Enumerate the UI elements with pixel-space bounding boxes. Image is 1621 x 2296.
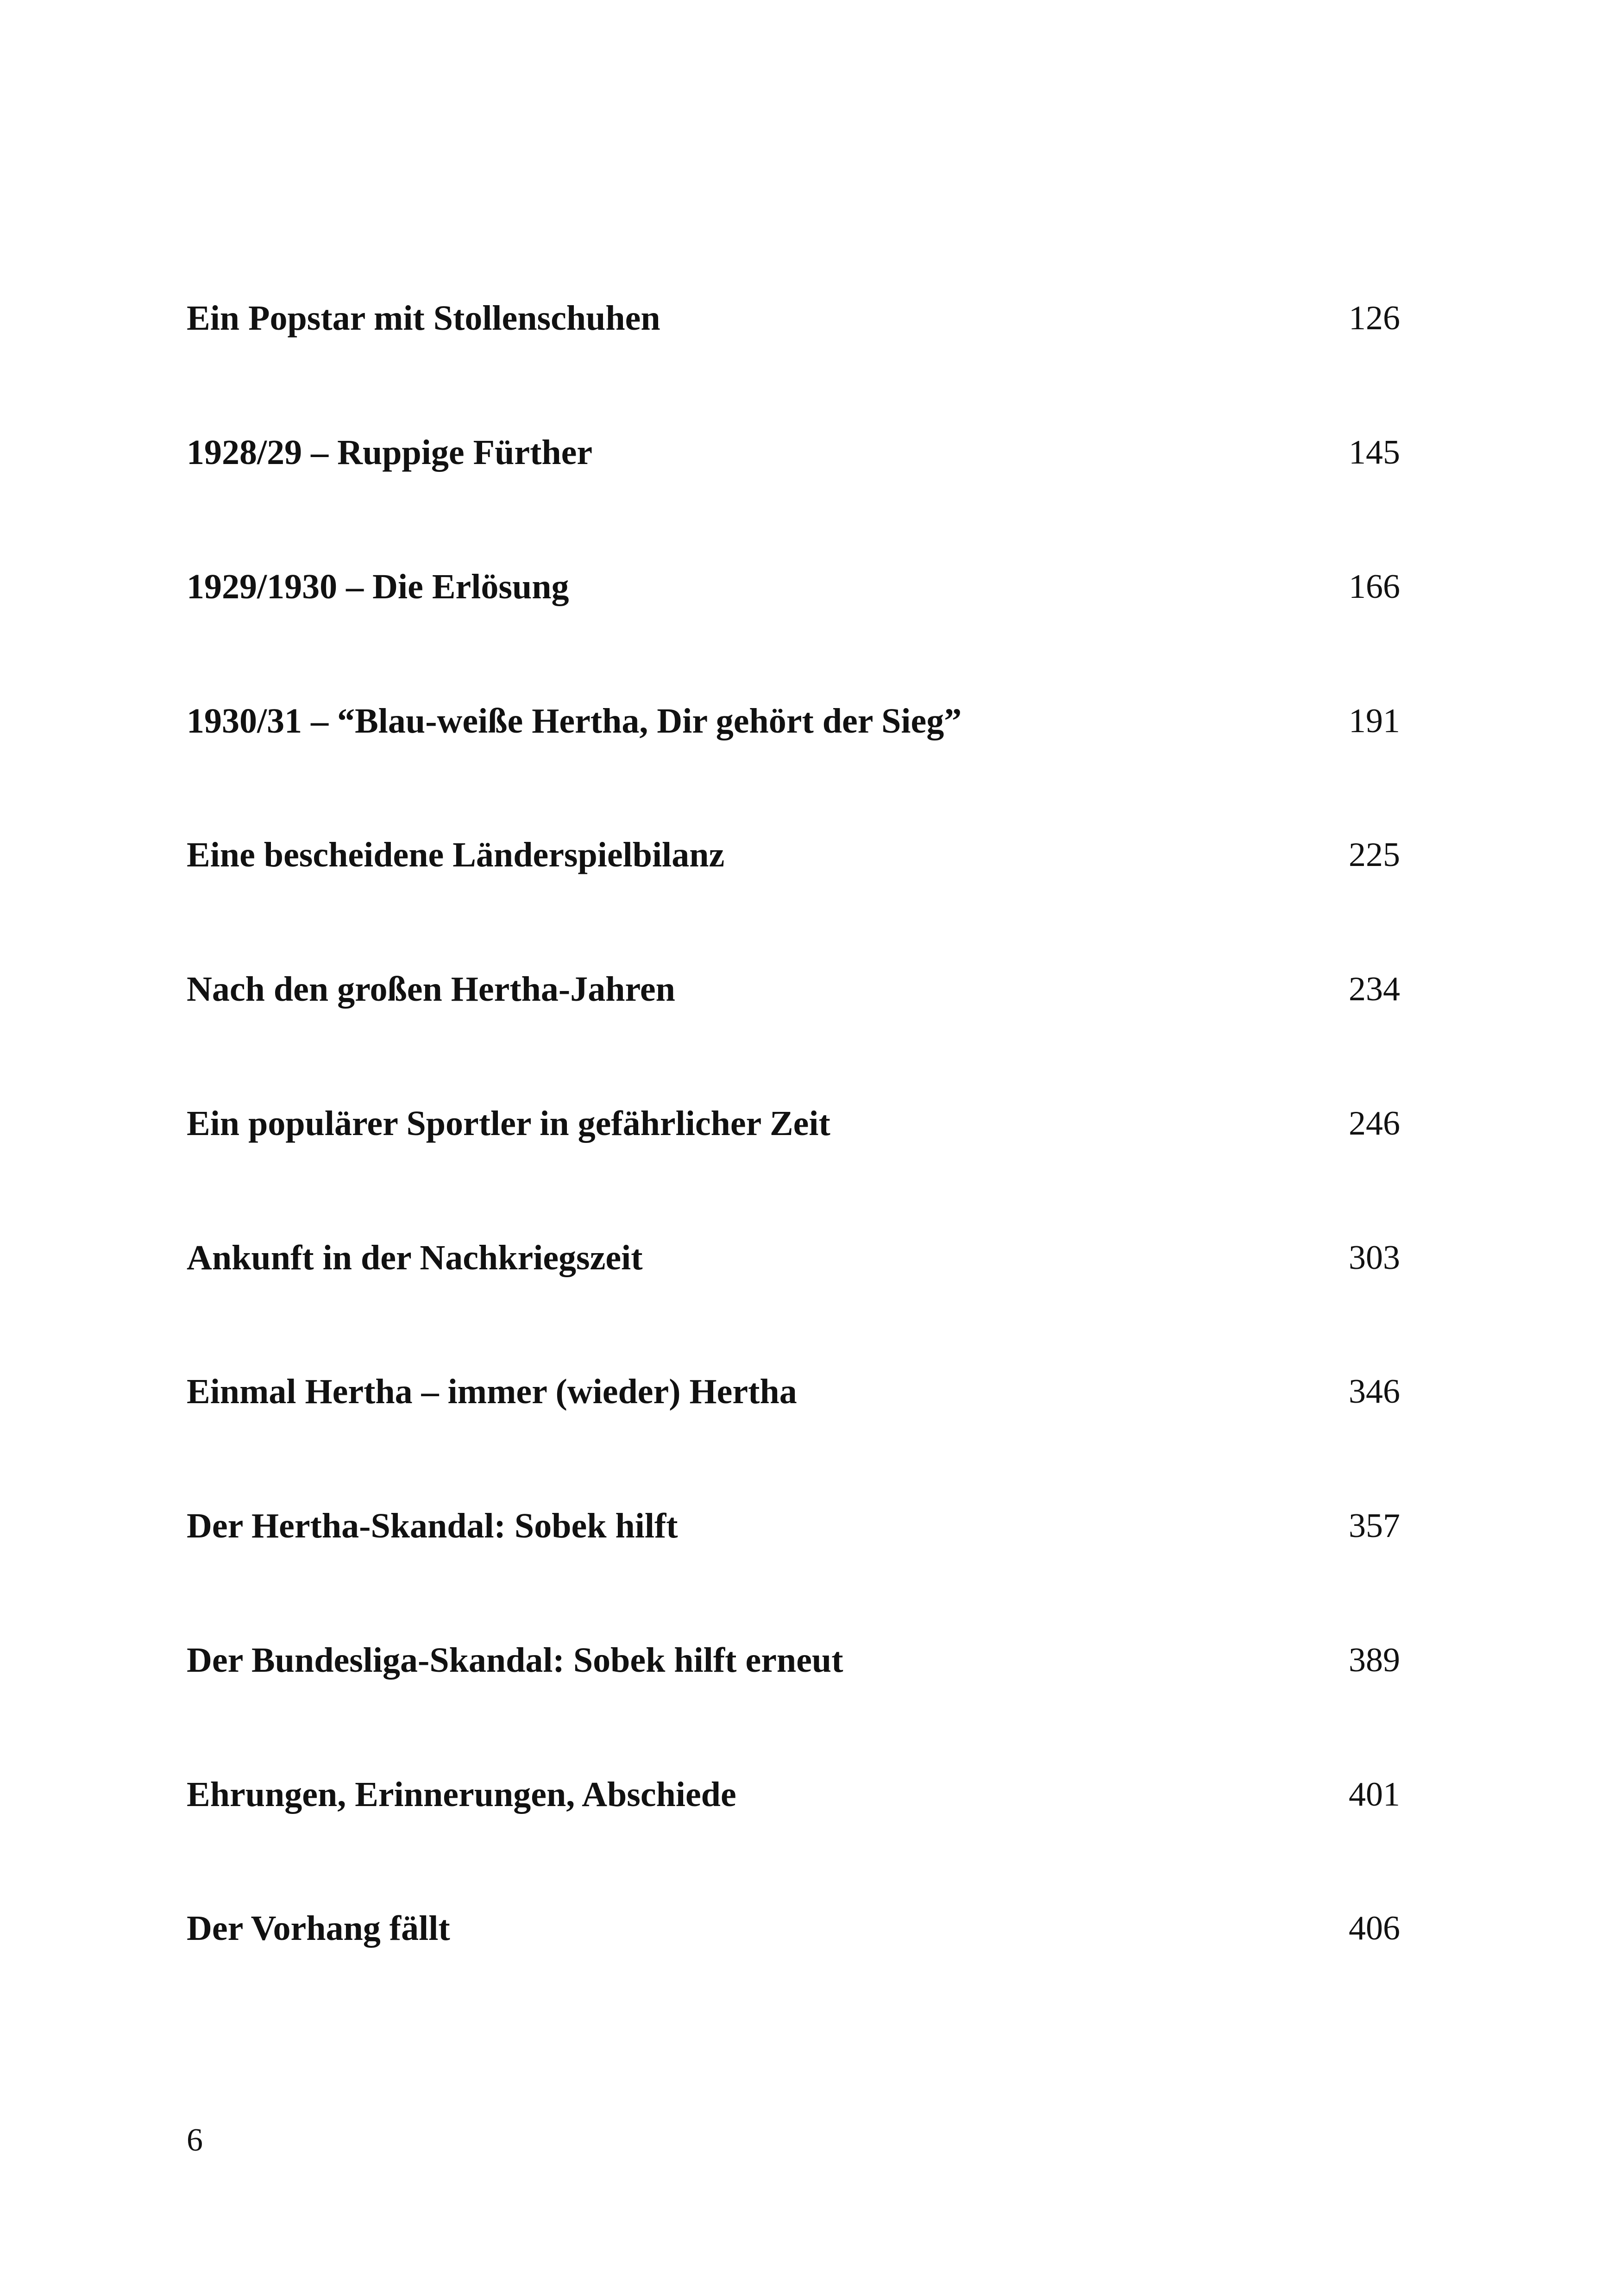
toc-entry-page-number: 357 — [1349, 1507, 1400, 1545]
toc-entry-title: Der Bundesliga-Skandal: Sobek hilft erneut — [187, 1641, 843, 1680]
toc-entry-page-number: 234 — [1349, 970, 1400, 1008]
toc-entry — [187, 293, 1400, 344]
toc-entry-title: Ein populärer Sportler in gefährlicher Zeit — [187, 1104, 830, 1143]
toc-entry-page-number: 401 — [1349, 1775, 1400, 1813]
toc-entry — [187, 696, 1400, 747]
toc-entry-title: Ein Popstar mit Stollenschuhen — [187, 299, 660, 338]
toc-entry — [187, 1366, 1400, 1417]
toc-entry-page-number: 246 — [1349, 1104, 1400, 1142]
toc-entry-page-number: 225 — [1349, 836, 1400, 874]
toc-entry — [187, 1232, 1400, 1283]
toc-entry-page-number: 346 — [1349, 1373, 1400, 1411]
page-number: 6 — [187, 2122, 203, 2158]
toc-entry-page-number: 303 — [1349, 1239, 1400, 1277]
toc-entry-title: 1930/31 – “Blau-weiße Hertha, Dir gehört der Sieg” — [187, 702, 962, 740]
toc-entry — [187, 427, 1400, 478]
toc-entry — [187, 829, 1400, 880]
toc-entry-page-number: 145 — [1349, 433, 1400, 471]
toc-entry — [187, 964, 1400, 1015]
toc-entry-title: Ankunft in der Nachkriegszeit — [187, 1238, 643, 1277]
toc-entry-page-number: 126 — [1349, 299, 1400, 337]
toc-entry — [187, 1098, 1400, 1149]
toc-entry-title: 1928/29 – Ruppige Fürther — [187, 433, 593, 472]
toc-entry-page-number: 406 — [1349, 1909, 1400, 1947]
toc-entry-title: Einmal Hertha – immer (wieder) Hertha — [187, 1372, 797, 1411]
toc-entry-title: 1929/1930 – Die Erlösung — [187, 567, 569, 606]
toc-entry-page-number: 389 — [1349, 1641, 1400, 1679]
toc-entry-title: Ehrungen, Erinnerungen, Abschiede — [187, 1775, 736, 1814]
toc-entry — [187, 561, 1400, 612]
toc-entry — [187, 1635, 1400, 1686]
toc-entry-page-number: 191 — [1349, 702, 1400, 740]
toc-entry-page-number: 166 — [1349, 568, 1400, 606]
toc-entry — [187, 1903, 1400, 1954]
toc-entry-title: Der Hertha-Skandal: Sobek hilft — [187, 1506, 678, 1545]
toc-entry — [187, 1769, 1400, 1820]
toc-entry-title: Der Vorhang fällt — [187, 1909, 450, 1948]
toc-entry-title: Eine bescheidene Länderspielbilanz — [187, 835, 725, 874]
toc-entry-title: Nach den großen Hertha-Jahren — [187, 970, 675, 1009]
table-of-contents — [187, 0, 1400, 2296]
toc-entry — [187, 1500, 1400, 1551]
